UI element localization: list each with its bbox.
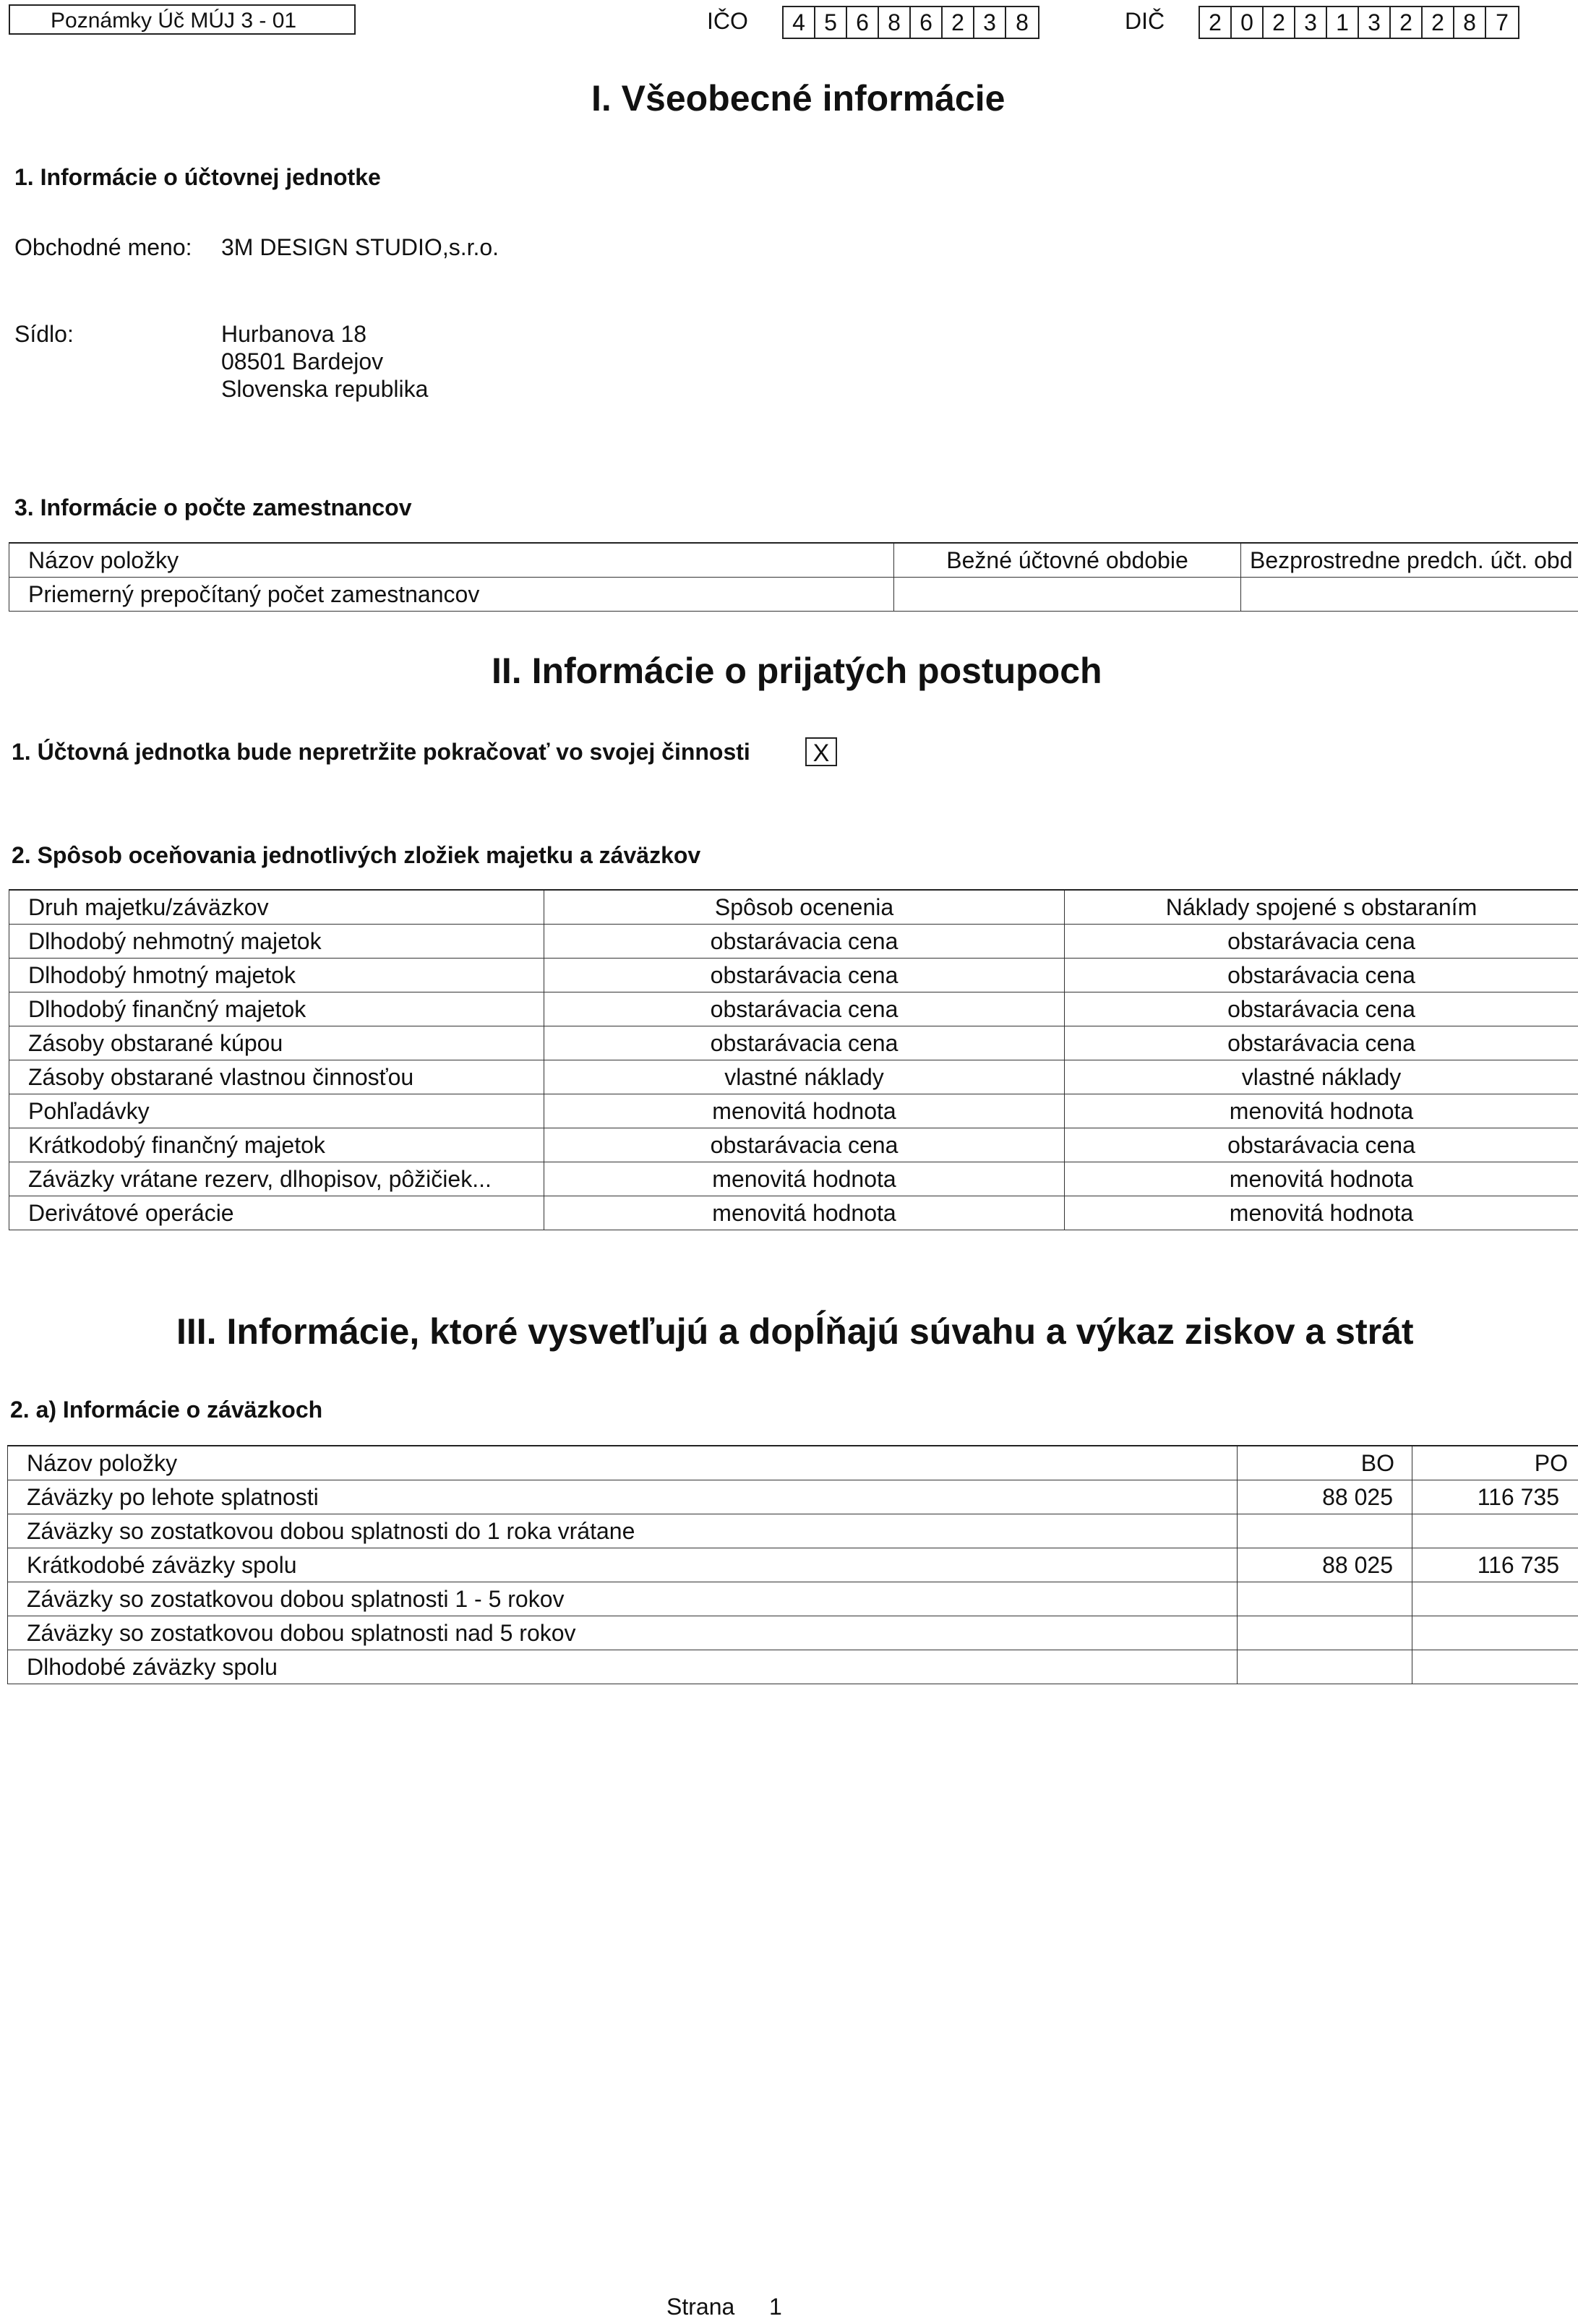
section-3-title: III. Informácie, ktoré vysvetľujú a dopĺňajú súvahu a výkaz ziskov a strát [176, 1311, 1414, 1352]
going-concern-statement: 1. Účtovná jednotka bude nepretržite pokračovať vo svojej činnosti [12, 739, 750, 765]
page-number: 1 [769, 2294, 782, 2320]
table-row [8, 1650, 1578, 1684]
column-header: Druh majetku/záväzkov [9, 890, 544, 925]
table-row [9, 959, 1578, 992]
table-cell: obstarávacia cena [1065, 1128, 1578, 1162]
table-cell: Priemerný prepočítaný počet zamestnancov [9, 578, 894, 612]
table-cell: 116 735 [1412, 1548, 1578, 1582]
ico-digit: 3 [974, 7, 1006, 38]
table-cell [894, 578, 1241, 612]
ico-digit: 6 [911, 7, 943, 38]
section-2-title: II. Informácie o prijatých postupoch [492, 651, 1102, 691]
seat-label: Sídlo: [14, 321, 74, 347]
ico-digit: 8 [879, 7, 911, 38]
table-cell [1412, 1650, 1578, 1684]
table-row [9, 1196, 1578, 1230]
company-name-label: Obchodné meno: [14, 234, 192, 260]
ico-digit: 6 [847, 7, 879, 38]
table-row [8, 1514, 1578, 1548]
table-row [8, 1480, 1578, 1514]
table-cell: obstarávacia cena [1065, 959, 1578, 992]
table-cell [1412, 1514, 1578, 1548]
subsection-employee-count: 3. Informácie o počte zamestnancov [14, 494, 412, 520]
ico-digit: 8 [1016, 9, 1029, 35]
page-label: Strana [666, 2294, 735, 2320]
ico-digit: 4 [784, 7, 815, 38]
employee-count-table [9, 542, 1578, 612]
column-header: PO [1412, 1446, 1578, 1480]
table-cell: vlastné náklady [544, 1060, 1065, 1094]
table-cell [1238, 1582, 1412, 1616]
table-cell: Záväzky so zostatkovou dobou splatnosti do 1 roka vrátane [8, 1514, 1238, 1548]
column-header: Bežné účtovné obdobie [894, 543, 1241, 578]
seat-address [221, 320, 428, 403]
table-header-row [9, 890, 1578, 925]
seat-street: Hurbanova 18 [221, 321, 367, 347]
column-header: Názov položky [8, 1446, 1238, 1480]
table-cell: 116 735 [1412, 1480, 1578, 1514]
table-cell [1238, 1514, 1412, 1548]
table-row [9, 1026, 1578, 1060]
table-header-row [9, 543, 1578, 578]
table-cell: Krátkodobý finančný majetok [9, 1128, 544, 1162]
table-cell: obstarávacia cena [544, 992, 1065, 1026]
seat-city: 08501 Bardejov [221, 348, 384, 374]
dic-digit: 1 [1327, 7, 1359, 38]
ico-digit-boxes [782, 6, 1039, 39]
dic-digit: 2 [1423, 7, 1454, 38]
table-cell: obstarávacia cena [544, 1128, 1065, 1162]
dic-digit: 8 [1454, 7, 1486, 38]
table-cell: 88 025 [1238, 1548, 1412, 1582]
table-cell: obstarávacia cena [544, 959, 1065, 992]
column-header: Spôsob ocenenia [544, 890, 1065, 925]
table-cell: Pohľadávky [9, 1094, 544, 1128]
table-cell: Dlhodobý hmotný majetok [9, 959, 544, 992]
dic-digit: 0 [1232, 7, 1264, 38]
table-row [8, 1616, 1578, 1650]
dic-digit: 3 [1295, 7, 1327, 38]
table-cell: Zásoby obstarané vlastnou činnosťou [9, 1060, 544, 1094]
subsection-entity-info: 1. Informácie o účtovnej jednotke [14, 164, 381, 190]
table-cell: Zásoby obstarané kúpou [9, 1026, 544, 1060]
table-row [9, 1128, 1578, 1162]
table-cell: Záväzky vrátane rezerv, dlhopisov, pôžičiek... [9, 1162, 544, 1196]
dic-digit: 2 [1200, 7, 1232, 38]
table-cell: obstarávacia cena [544, 925, 1065, 959]
table-cell: obstarávacia cena [544, 1026, 1065, 1060]
table-header-row [8, 1446, 1578, 1480]
table-cell: 88 025 [1238, 1480, 1412, 1514]
table-row [9, 992, 1578, 1026]
table-row [8, 1548, 1578, 1582]
table-row [9, 925, 1578, 959]
valuation-methods-table [9, 889, 1578, 1230]
table-cell: menovitá hodnota [544, 1094, 1065, 1128]
column-header: Náklady spojené s obstaraním [1065, 890, 1578, 925]
table-row [9, 1060, 1578, 1094]
table-cell: Dlhodobé záväzky spolu [8, 1650, 1238, 1684]
table-row [8, 1582, 1578, 1616]
dic-digit-boxes [1198, 6, 1519, 39]
table-cell: Krátkodobé záväzky spolu [8, 1548, 1238, 1582]
ico-digit: 5 [815, 7, 847, 38]
going-concern-checkbox[interactable]: X [805, 737, 837, 766]
section-1-title: I. Všeobecné informácie [591, 78, 1005, 119]
table-cell [1238, 1650, 1412, 1684]
company-name-value: 3M DESIGN STUDIO,s.r.o. [221, 234, 499, 260]
liabilities-table [7, 1445, 1578, 1684]
table-cell: menovitá hodnota [1065, 1196, 1578, 1230]
ico-digit: 2 [943, 7, 974, 38]
dic-digit: 2 [1391, 7, 1423, 38]
table-cell: menovitá hodnota [544, 1162, 1065, 1196]
dic-digit: 7 [1496, 9, 1509, 35]
seat-country: Slovenska republika [221, 376, 429, 402]
table-cell: Dlhodobý nehmotný majetok [9, 925, 544, 959]
table-cell: menovitá hodnota [1065, 1162, 1578, 1196]
table-cell [1412, 1582, 1578, 1616]
subsection-liabilities: 2. a) Informácie o záväzkoch [10, 1397, 323, 1423]
table-cell: menovitá hodnota [544, 1196, 1065, 1230]
table-cell: obstarávacia cena [1065, 1026, 1578, 1060]
dic-digit: 3 [1359, 7, 1391, 38]
dic-digit: 2 [1264, 7, 1295, 38]
subsection-valuation-methods: 2. Spôsob oceňovania jednotlivých zložiek majetku a záväzkov [12, 842, 701, 868]
table-cell: Záväzky so zostatkovou dobou splatnosti 1 - 5 rokov [8, 1582, 1238, 1616]
ico-label: IČO [707, 8, 748, 34]
table-row [9, 1094, 1578, 1128]
table-cell: obstarávacia cena [1065, 925, 1578, 959]
document-code: Poznámky Úč MÚJ 3 - 01 [9, 4, 356, 35]
column-header: Názov položky [9, 543, 894, 578]
dic-label: DIČ [1125, 8, 1165, 34]
table-cell: Derivátové operácie [9, 1196, 544, 1230]
column-header: BO [1238, 1446, 1412, 1480]
table-cell [1238, 1616, 1412, 1650]
table-cell: vlastné náklady [1065, 1060, 1578, 1094]
table-cell: Záväzky po lehote splatnosti [8, 1480, 1238, 1514]
table-cell: obstarávacia cena [1065, 992, 1578, 1026]
table-cell: menovitá hodnota [1065, 1094, 1578, 1128]
column-header: Bezprostredne predch. účt. obd [1241, 543, 1578, 578]
table-cell: Dlhodobý finančný majetok [9, 992, 544, 1026]
table-row [9, 578, 1578, 612]
table-cell [1412, 1616, 1578, 1650]
table-cell [1241, 578, 1578, 612]
table-row [9, 1162, 1578, 1196]
table-cell: Záväzky so zostatkovou dobou splatnosti nad 5 rokov [8, 1616, 1238, 1650]
